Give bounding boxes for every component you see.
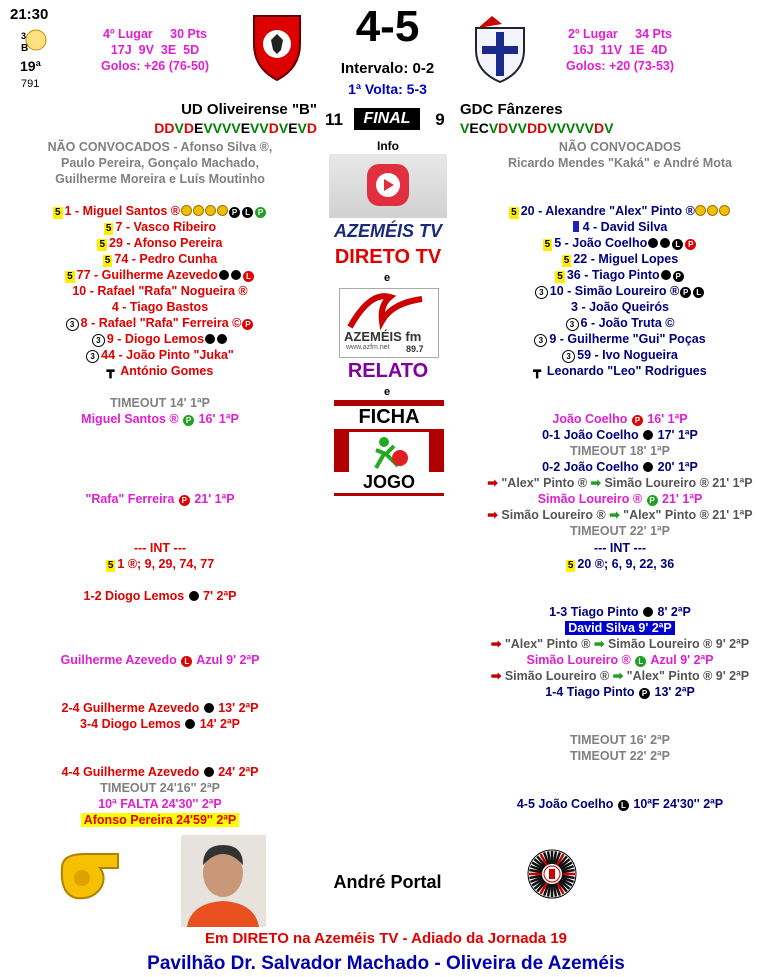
lineup-player[interactable] bbox=[470, 283, 770, 299]
sub-in-icon: ➡ bbox=[612, 669, 624, 683]
lineup-player[interactable] bbox=[470, 363, 770, 379]
starter-icon: 5 bbox=[105, 223, 112, 234]
home-not-called-title: NÃO CONVOCADOS - Afonso Silva ®, bbox=[47, 140, 273, 154]
away-standing bbox=[545, 26, 695, 74]
away-sub: ➡ Simão Loureiro ® ➡ "Alex" Pinto ® 9' 2ªP bbox=[490, 669, 750, 683]
home-goal: 4-4 Guilherme Azevedo 24' 2ªP bbox=[61, 765, 259, 779]
foul-icon: L bbox=[181, 656, 192, 667]
away-interval: --- INT --- bbox=[593, 541, 647, 555]
home-team-name[interactable]: UD Oliveirense "B" bbox=[181, 101, 317, 118]
tenth-foul-icon: L bbox=[243, 271, 254, 282]
player-name: 74 - Pedro Cunha bbox=[114, 252, 218, 266]
ball-icon bbox=[189, 591, 199, 601]
player-name: 4 - David Silva bbox=[582, 220, 668, 234]
lineup-player[interactable] bbox=[20, 299, 300, 315]
away-standing-record: 16J 11V 1E 4D bbox=[572, 43, 668, 57]
form-letter: V bbox=[508, 120, 518, 136]
penalty-icon: P bbox=[229, 207, 240, 218]
svg-text:B: B bbox=[21, 43, 29, 54]
jogo-label: JOGO bbox=[334, 472, 444, 493]
away-event: Simão Loureiro ® P 21' 1ªP bbox=[537, 492, 703, 506]
relato-link[interactable]: RELATO bbox=[347, 360, 429, 382]
penalty-icon: P bbox=[680, 287, 691, 298]
player-name: 59 - Ivo Nogueira bbox=[577, 348, 678, 362]
penalty-icon: P bbox=[242, 319, 253, 330]
away-goal: 1-3 Tiago Pinto 8' 2ªP bbox=[549, 605, 691, 619]
halftime-score: Intervalo: 0-2 bbox=[340, 60, 435, 77]
penalty-icon: P bbox=[179, 495, 190, 506]
match-time: 21:30 bbox=[10, 6, 49, 23]
goal-marker-icon bbox=[695, 205, 706, 216]
ball-icon bbox=[219, 270, 229, 280]
form-letter: E bbox=[469, 120, 479, 136]
away-standing-goals: Golos: +20 (73-53) bbox=[565, 59, 675, 73]
player-name: 44 - João Pinto "Juka" bbox=[101, 348, 234, 362]
home-not-called-line: Paulo Pereira, Gonçalo Machado, bbox=[61, 156, 259, 170]
form-letter: V bbox=[174, 120, 184, 136]
away-event bbox=[470, 620, 770, 636]
lineup-player[interactable] bbox=[20, 363, 300, 379]
goalkeeper-icon bbox=[573, 221, 579, 232]
sub-in-icon: ➡ bbox=[609, 508, 620, 522]
azemeis-tv-logo[interactable] bbox=[329, 154, 447, 244]
home-form bbox=[60, 120, 317, 136]
starter-icon: 5 bbox=[563, 255, 570, 266]
player-name: 9 - Guilherme "Gui" Poças bbox=[549, 332, 706, 346]
form-letter: D bbox=[306, 120, 317, 136]
away-form bbox=[460, 120, 710, 136]
lineup-player[interactable] bbox=[20, 267, 300, 283]
ball-icon bbox=[217, 334, 227, 344]
form-letter: V bbox=[488, 120, 499, 136]
ball-icon bbox=[661, 270, 671, 280]
sub-in-icon: ➡ bbox=[593, 637, 605, 651]
player-name: 10 - Rafael "Rafa" Nogueira ® bbox=[72, 284, 248, 298]
ficha-jogo-logo[interactable] bbox=[334, 400, 444, 496]
player-name: 22 - Miguel Lopes bbox=[573, 252, 679, 266]
lineup-player[interactable] bbox=[20, 219, 300, 235]
away-crest-icon[interactable] bbox=[472, 14, 528, 87]
away-not-called-title: NÃO CONVOCADOS bbox=[558, 140, 682, 154]
form-letter: V bbox=[575, 120, 585, 136]
and-text: e bbox=[383, 272, 391, 284]
away-team-name[interactable]: GDC Fânzeres bbox=[460, 101, 563, 118]
lineup-player[interactable] bbox=[20, 203, 300, 219]
form-letter: V bbox=[297, 120, 307, 136]
league-3b-logo bbox=[19, 27, 47, 55]
away-lineup bbox=[470, 203, 770, 379]
home-interval-lineup: 5 1 ®; 9, 29, 74, 77 bbox=[107, 557, 215, 571]
ball-icon bbox=[231, 270, 241, 280]
starter-icon: 5 bbox=[67, 271, 73, 282]
green-card-icon: L bbox=[635, 656, 646, 667]
bench-icon: 3 bbox=[92, 334, 105, 347]
form-letter: V bbox=[584, 120, 594, 136]
goal-marker-icon bbox=[719, 205, 730, 216]
lineup-player[interactable] bbox=[470, 219, 770, 235]
player-name: 7 - Vasco Ribeiro bbox=[115, 220, 217, 234]
bench-icon: 3 bbox=[566, 318, 579, 331]
home-standing-position: 4º Lugar 30 Pts bbox=[103, 27, 207, 41]
home-event: Guilherme Azevedo L Azul 9' 2ªP bbox=[60, 653, 260, 667]
away-goal: 4-5 João Coelho L 10ªF 24'30'' 2ªP bbox=[516, 797, 724, 811]
direto-tv-link[interactable]: DIRETO TV bbox=[334, 246, 442, 268]
away-fouls: 9 bbox=[435, 110, 445, 129]
play-icon bbox=[329, 156, 447, 216]
goal-marker-icon bbox=[217, 205, 228, 216]
lineup-player[interactable] bbox=[470, 251, 770, 267]
ball-icon bbox=[204, 767, 214, 777]
lineup-player[interactable] bbox=[470, 331, 770, 347]
tenth-foul-icon: L bbox=[693, 287, 704, 298]
starter-icon: 5 bbox=[99, 239, 106, 250]
bench-icon: 3 bbox=[535, 286, 548, 299]
away-goal: 1-4 Tiago Pinto P 13' 2ªP bbox=[545, 685, 695, 699]
lineup-player[interactable] bbox=[470, 347, 770, 363]
sub-out-icon: ➡ bbox=[490, 669, 502, 683]
home-event: Miguel Santos ® P 16' 1ªP bbox=[81, 412, 239, 426]
radio-site: www.azfm.net bbox=[346, 344, 390, 351]
away-interval-lineup: 5 20 ®; 6, 9, 22, 36 bbox=[567, 557, 675, 571]
referee-photo bbox=[181, 835, 266, 927]
lineup-player[interactable] bbox=[470, 267, 770, 283]
home-lineup bbox=[20, 203, 300, 379]
form-letter: D bbox=[593, 120, 605, 136]
form-letter: V bbox=[517, 120, 527, 136]
lineup-player[interactable] bbox=[470, 235, 770, 251]
sub-out-icon: ➡ bbox=[487, 476, 498, 490]
ball-icon bbox=[660, 238, 670, 248]
penalty-icon: P bbox=[673, 271, 684, 282]
player-name: 6 - João Truta © bbox=[580, 316, 675, 330]
lineup-player[interactable] bbox=[20, 235, 300, 251]
lineup-player[interactable] bbox=[20, 347, 300, 363]
lineup-player[interactable] bbox=[470, 203, 770, 219]
broadcast-note: Em DIRETO na Azeméis TV - Adiado da Jornada 19 bbox=[204, 930, 568, 947]
form-letter: V bbox=[278, 120, 289, 136]
away-goal: 0-1 João Coelho 17' 1ªP bbox=[542, 428, 698, 442]
form-letter: V bbox=[203, 120, 213, 136]
home-goal: 1-2 Diogo Lemos 7' 2ªP bbox=[83, 589, 237, 603]
goal-marker-icon bbox=[181, 205, 192, 216]
home-goal: 2-4 Guilherme Azevedo 13' 2ªP bbox=[61, 701, 259, 715]
form-letter: D bbox=[183, 120, 194, 136]
lineup-player[interactable] bbox=[470, 315, 770, 331]
home-event: TIMEOUT 14' 1ªP bbox=[110, 396, 210, 410]
home-standing-record: 17J 9V 3E 5D bbox=[110, 43, 200, 57]
form-letter: V bbox=[222, 120, 232, 136]
first-leg-score: 1ª Volta: 5-3 bbox=[348, 81, 427, 97]
home-not-called-line: Guilherme Moreira e Luís Moutinho bbox=[55, 172, 265, 186]
lineup-player[interactable] bbox=[20, 251, 300, 267]
form-letter: V bbox=[556, 120, 566, 136]
away-event: Simão Loureiro ® L Azul 9' 2ªP bbox=[526, 653, 714, 667]
away-sub: ➡ "Alex" Pinto ® ➡ Simão Loureiro ® 21' 1ªP bbox=[487, 476, 753, 490]
green-card-icon: P bbox=[647, 495, 658, 506]
tenth-foul-icon: L bbox=[242, 207, 253, 218]
form-letter: V bbox=[212, 120, 222, 136]
away-not-called bbox=[470, 139, 770, 171]
player-name: 3 - João Queirós bbox=[571, 300, 669, 314]
highlight-event: Afonso Pereira 24'59'' 2ªP bbox=[81, 813, 240, 827]
player-name: António Gomes bbox=[120, 364, 214, 378]
home-standing bbox=[80, 26, 230, 74]
away-event: TIMEOUT 18' 1ªP bbox=[570, 444, 670, 458]
form-letter: V bbox=[547, 120, 557, 136]
starter-icon: 5 bbox=[104, 255, 111, 266]
sub-out-icon: ➡ bbox=[487, 508, 498, 522]
highlight-event: David Silva 9' 2ªP bbox=[565, 621, 675, 635]
whistle-icon bbox=[56, 848, 124, 905]
form-letter: V bbox=[565, 120, 576, 136]
player-name: 8 - Rafael "Rafa" Ferreira © bbox=[80, 316, 242, 330]
away-event: João Coelho P 16' 1ªP bbox=[552, 412, 688, 426]
penalty-icon: P bbox=[632, 415, 643, 426]
player-name: 77 - Guilherme Azevedo bbox=[76, 268, 218, 282]
form-letter: D bbox=[154, 120, 165, 136]
home-goal: 3-4 Diogo Lemos 14' 2ªP bbox=[80, 717, 240, 731]
player-name: 36 - Tiago Pinto bbox=[566, 268, 660, 282]
home-fouls: 11 bbox=[325, 110, 343, 129]
tenth-foul-icon: L bbox=[672, 239, 683, 250]
home-event: 10ª FALTA 24'30'' 2ªP bbox=[98, 797, 222, 811]
home-event bbox=[20, 812, 300, 828]
form-letter: D bbox=[268, 120, 279, 136]
away-standing-position: 2º Lugar 34 Pts bbox=[568, 27, 672, 41]
ball-icon bbox=[643, 462, 653, 472]
home-standing-goals: Golos: +26 (76-50) bbox=[100, 59, 210, 73]
bench-icon: 3 bbox=[562, 350, 575, 363]
ball-icon bbox=[204, 703, 214, 713]
home-not-called bbox=[20, 139, 300, 187]
radio-name: AZEMÉIS fm bbox=[344, 329, 422, 344]
green-card-icon: P bbox=[183, 415, 194, 426]
home-crest-icon[interactable] bbox=[248, 12, 306, 85]
form-letter: D bbox=[164, 120, 175, 136]
sub-out-icon: ➡ bbox=[490, 637, 502, 651]
player-name: Leonardo "Leo" Rodrigues bbox=[546, 364, 707, 378]
form-letter: V bbox=[460, 120, 470, 136]
referee-association-logo bbox=[527, 849, 577, 902]
bench-icon: 3 bbox=[86, 350, 99, 363]
referee-name: André Portal bbox=[333, 872, 442, 892]
player-name: 20 - Alexandre "Alex" Pinto ® bbox=[520, 204, 695, 218]
radio-frequency: 89.7 bbox=[406, 344, 424, 354]
coach-icon: ┳ bbox=[106, 364, 115, 378]
starter-icon: 5 bbox=[544, 239, 551, 250]
away-event: TIMEOUT 22' 2ªP bbox=[570, 749, 670, 763]
home-event: TIMEOUT 24'16'' 2ªP bbox=[100, 781, 220, 795]
form-letter: V bbox=[231, 120, 241, 136]
ball-icon bbox=[643, 607, 653, 617]
home-event: "Rafa" Ferreira P 21' 1ªP bbox=[85, 492, 235, 506]
away-event: TIMEOUT 16' 2ªP bbox=[570, 733, 670, 747]
goal-marker-icon bbox=[205, 205, 216, 216]
svg-text:3: 3 bbox=[21, 31, 27, 41]
lineup-player[interactable] bbox=[470, 299, 770, 315]
player-name: 9 - Diogo Lemos bbox=[106, 332, 205, 346]
form-letter: V bbox=[259, 120, 269, 136]
away-goal: 0-2 João Coelho 20' 1ªP bbox=[542, 460, 698, 474]
starter-icon: 5 bbox=[54, 207, 61, 218]
form-letter: D bbox=[537, 120, 548, 136]
player-name: 1 - Miguel Santos ® bbox=[64, 204, 181, 218]
player-name: 4 - Tiago Bastos bbox=[111, 300, 209, 314]
tenth-foul-icon: L bbox=[618, 800, 629, 811]
azemeis-tv-label: AZEMÉIS TV bbox=[329, 218, 447, 244]
final-status-badge: FINAL bbox=[354, 108, 420, 130]
venue: Pavilhão Dr. Salvador Machado - Oliveira de Azeméis bbox=[147, 953, 625, 974]
lineup-player[interactable] bbox=[20, 331, 300, 347]
form-letter: D bbox=[526, 120, 538, 136]
lineup-player[interactable] bbox=[20, 283, 300, 299]
ball-icon bbox=[205, 334, 215, 344]
form-letter: D bbox=[498, 120, 509, 136]
starter-icon: 5 bbox=[511, 207, 517, 218]
radio-icon bbox=[340, 289, 438, 333]
form-letter: C bbox=[478, 120, 489, 136]
goal-marker-icon bbox=[193, 205, 204, 216]
player-name: 29 - Afonso Pereira bbox=[109, 236, 223, 250]
away-not-called-line: Ricardo Mendes "Kaká" e André Mota bbox=[508, 156, 732, 170]
lineup-player[interactable] bbox=[20, 315, 300, 331]
azemeis-fm-logo[interactable] bbox=[339, 288, 439, 358]
bench-icon: 3 bbox=[534, 334, 547, 347]
player-name: 10 - Simão Loureiro ® bbox=[549, 284, 680, 298]
coach-icon: ┳ bbox=[533, 364, 541, 378]
goal-marker-icon bbox=[707, 205, 718, 216]
final-score: 4-5 bbox=[355, 2, 420, 51]
away-sub: ➡ Simão Loureiro ® ➡ "Alex" Pinto ® 21' 1ªP bbox=[487, 508, 753, 522]
game-id: 791 bbox=[21, 78, 40, 90]
info-link[interactable]: Info bbox=[377, 139, 399, 153]
away-sub: ➡ "Alex" Pinto ® ➡ Simão Loureiro ® 9' 2ªP bbox=[490, 637, 750, 651]
sub-in-icon: ➡ bbox=[590, 476, 601, 490]
form-letter: V bbox=[250, 120, 260, 136]
form-letter: V bbox=[604, 120, 614, 136]
starter-icon: 5 bbox=[557, 271, 563, 282]
form-letter: E bbox=[240, 120, 251, 136]
penalty-goal-icon: P bbox=[639, 688, 650, 699]
ball-icon bbox=[185, 719, 195, 729]
and-text: e bbox=[383, 386, 391, 398]
bench-icon: 3 bbox=[66, 318, 79, 331]
player-name: 5 - João Coelho bbox=[554, 236, 648, 250]
ficha-label: FICHA bbox=[334, 406, 444, 429]
round-number: 19ª bbox=[20, 58, 41, 74]
green-card-icon: P bbox=[255, 207, 266, 218]
home-interval: --- INT --- bbox=[133, 541, 187, 555]
penalty-icon: P bbox=[685, 239, 696, 250]
ball-icon bbox=[648, 238, 658, 248]
away-event: TIMEOUT 22' 1ªP bbox=[570, 524, 670, 538]
ball-icon bbox=[643, 430, 653, 440]
form-letter: E bbox=[288, 120, 298, 136]
form-letter: E bbox=[193, 120, 204, 136]
